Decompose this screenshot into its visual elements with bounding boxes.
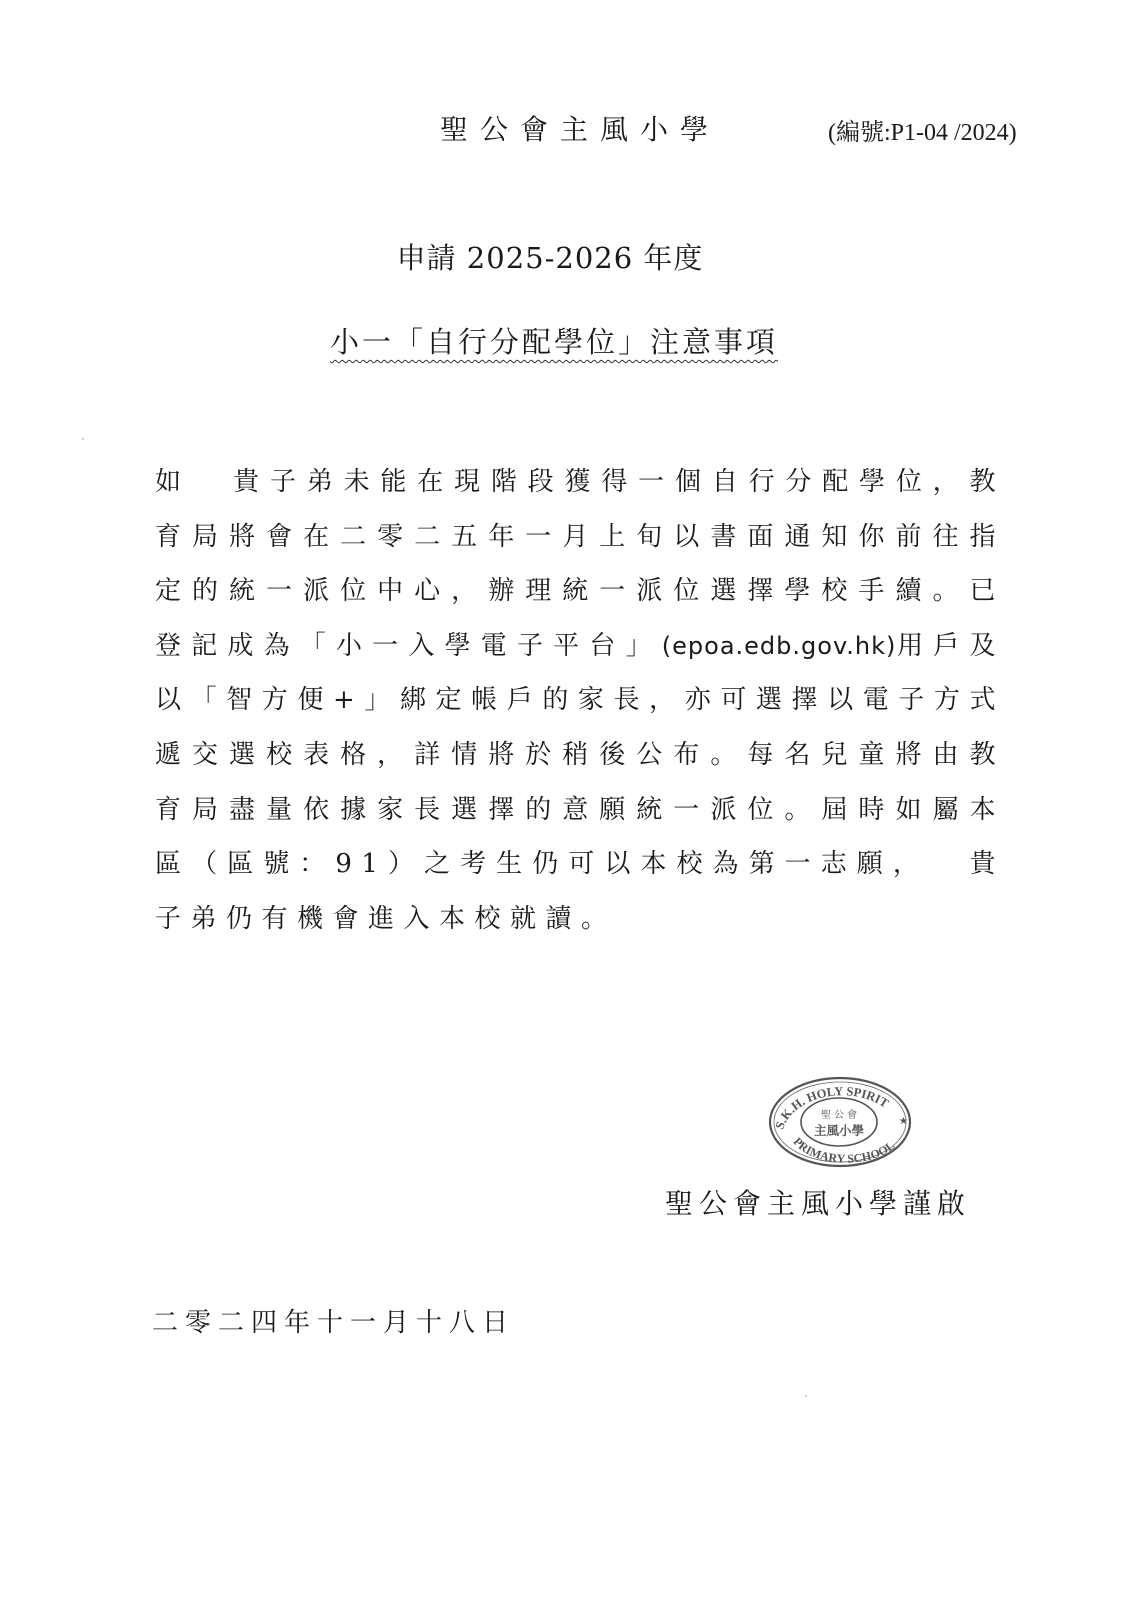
school-name: 聖公會主風小學 [440,113,721,146]
body-part-3: 用戶及以「智方便+」綁定帳戶的家長，亦可選擇以電子方式遞交選校表格，詳情將於稍後公布。每名兒童將由教育局盡量依據家長選擇的意願統一派位。屆時如屬本區（區號：91）之考生仍可以本校為第一志願， [155,630,1005,880]
seal-star-icon: ★ [899,1116,908,1127]
seal-english-bottom: PRIMARY SCHOOL [790,1134,898,1166]
body-part-1: 如 [155,467,192,497]
title-subject: 小一「自行分配學位」注意事項 [329,325,778,359]
issue-date: 二零二四年十一月十八日 [152,1308,516,1338]
seal-chinese-line2: 主風小學 [813,1123,865,1138]
scan-speck [82,438,84,440]
body-part-4: 貴子弟仍有機會進入本校就讀。 [155,849,1005,934]
scan-speck [805,1395,807,1397]
school-seal-stamp [765,1072,915,1172]
epoa-url: (epoa.edb.gov.hk) [661,631,897,660]
seal-chinese-line1: 聖 公 會 [820,1110,858,1121]
title-subject-wrap [0,320,1108,361]
title-year: 申請 2025-2026 年度 [396,241,704,275]
signoff: 聖公會主風小學謹啟 [665,1187,972,1220]
notice-body [155,455,1005,946]
reference-number: (編號:P1-04 /2024) [828,120,1017,146]
seal-english-top: S.K.H. HOLY SPIRIT [772,1084,892,1132]
body-part-2: 貴子弟未能在現階段獲得一個自行分配學位，教育局將會在二零二五年一月上旬以書面通知你前往指定的統一派位中心，辦理統一派位選擇學校手續。已登記成為「小一入學電子平台」 [155,467,1005,661]
